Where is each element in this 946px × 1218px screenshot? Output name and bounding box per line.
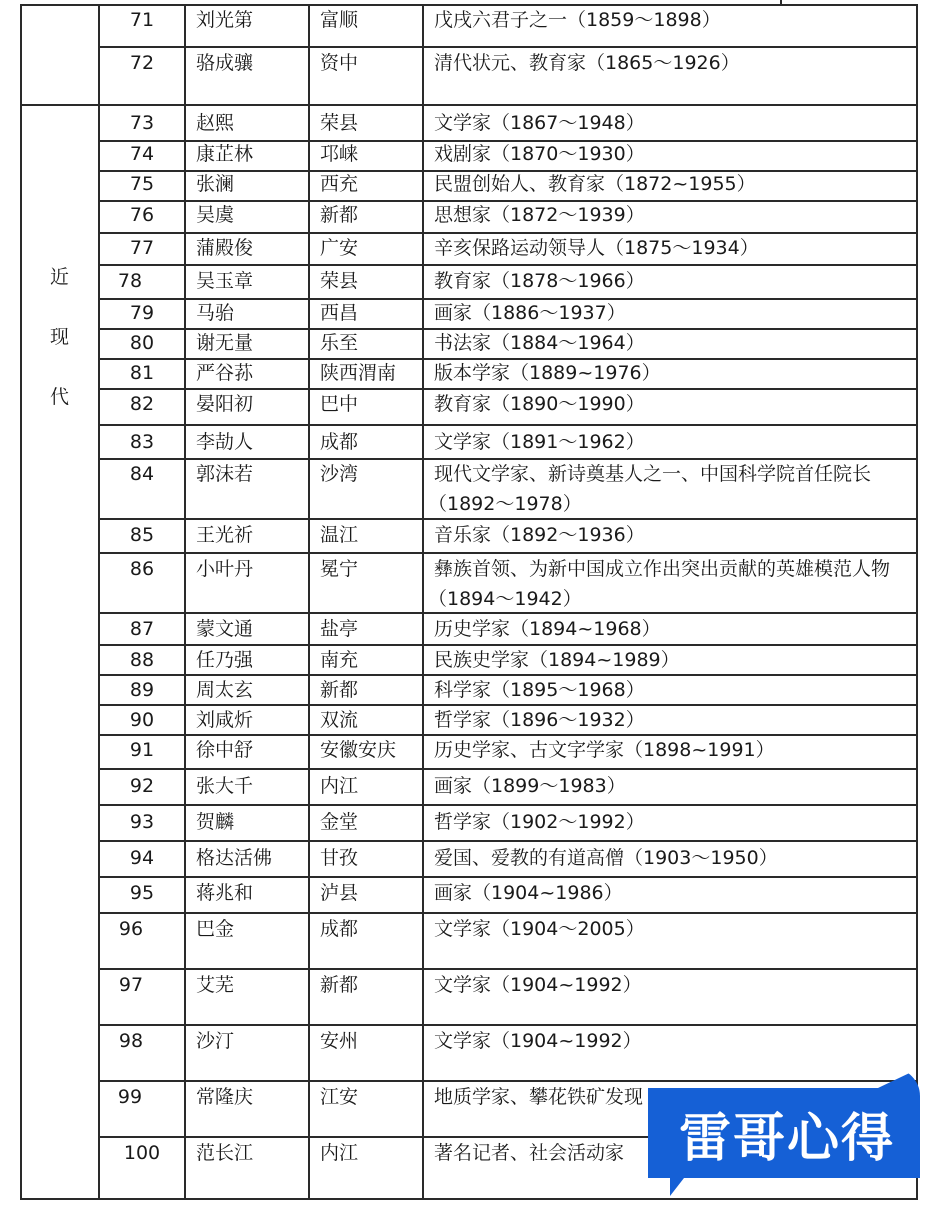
watermark-text: 雷哥心得 (678, 1109, 895, 1169)
row-number: 71 (129, 9, 155, 31)
row-number: 98 (118, 1030, 144, 1052)
row-desc: 思想家（1872～1939） (434, 204, 645, 226)
row-name: 徐中舒 (196, 739, 254, 761)
row-place: 富顺 (320, 9, 359, 31)
grid-line (308, 4, 310, 1200)
row-desc: 文学家（1904~1992） (434, 974, 642, 996)
row-name: 小叶丹 (196, 558, 254, 580)
row-place: 新都 (320, 204, 359, 226)
row-name: 范长江 (196, 1142, 254, 1164)
row-name: 蒲殿俊 (196, 237, 254, 259)
row-name: 刘光第 (196, 9, 254, 31)
row-number: 79 (129, 302, 155, 324)
row-place: 南充 (320, 649, 359, 671)
grid-line (98, 840, 918, 842)
row-place: 广安 (320, 237, 359, 259)
grid-line (20, 1198, 918, 1200)
row-number: 85 (129, 524, 155, 546)
row-name: 常隆庆 (196, 1086, 254, 1108)
row-name: 王光祈 (196, 524, 254, 546)
row-name: 蒋兆和 (196, 882, 254, 904)
row-number: 94 (129, 847, 155, 869)
row-name: 吴虞 (196, 204, 235, 226)
row-place: 西充 (320, 173, 359, 195)
row-desc: 音乐家（1892～1936） (434, 524, 645, 546)
row-name: 郭沫若 (196, 463, 254, 485)
row-number: 77 (129, 237, 155, 259)
row-desc: 科学家（1895～1968） (434, 679, 645, 701)
row-desc: 哲学家（1902～1992） (434, 811, 645, 833)
row-place: 乐至 (320, 332, 359, 354)
era-label-char: 代 (50, 386, 70, 408)
row-place: 内江 (320, 775, 359, 797)
row-desc: 文学家（1904~1992） (434, 1030, 642, 1052)
row-name: 沙汀 (196, 1030, 235, 1052)
row-desc: 历史学家（1894~1968） (434, 618, 661, 640)
era-label-char: 现 (50, 326, 70, 348)
row-desc: 民盟创始人、教育家（1872~1955） (434, 173, 756, 195)
row-desc: 彝族首领、为新中国成立作出突出贡献的英雄模范人物 (434, 558, 891, 580)
row-number: 74 (129, 143, 155, 165)
row-name: 晏阳初 (196, 393, 254, 415)
row-place: 成都 (320, 918, 359, 940)
row-number: 96 (118, 918, 144, 940)
row-desc: 哲学家（1896～1932） (434, 709, 645, 731)
row-place: 金堂 (320, 811, 359, 833)
row-place: 泸县 (320, 882, 359, 904)
row-name: 格达活佛 (196, 847, 273, 869)
row-name: 刘咸炘 (196, 709, 254, 731)
row-desc-cont: （1894～1942） (428, 588, 582, 610)
row-desc: 爱国、爱教的有道高僧（1903～1950） (434, 847, 778, 869)
row-name: 任乃强 (196, 649, 254, 671)
row-place: 西昌 (320, 302, 359, 324)
row-name: 艾芜 (196, 974, 235, 996)
row-place: 巴中 (320, 393, 359, 415)
row-name: 赵熙 (196, 112, 235, 134)
row-place: 安徽安庆 (320, 739, 397, 761)
row-number: 90 (129, 709, 155, 731)
grid-line (422, 4, 424, 1200)
row-place: 盐亭 (320, 618, 359, 640)
row-desc: 历史学家、古文字学家（1898~1991） (434, 739, 775, 761)
row-name: 谢无量 (196, 332, 254, 354)
row-place: 双流 (320, 709, 359, 731)
row-desc: 现代文学家、新诗奠基人之一、中国科学院首任院长 (434, 463, 872, 485)
row-name: 马骀 (196, 302, 235, 324)
row-place: 荣县 (320, 112, 359, 134)
grid-line (916, 4, 918, 1200)
row-desc: 地质学家、攀花铁矿发现 (434, 1086, 644, 1108)
row-name: 骆成骧 (196, 52, 254, 74)
row-number: 88 (129, 649, 155, 671)
row-place: 成都 (320, 431, 359, 453)
row-desc: 版本学家（1889~1976） (434, 362, 661, 384)
row-name: 张大千 (196, 775, 254, 797)
row-place: 内江 (320, 1142, 359, 1164)
row-number: 80 (129, 332, 155, 354)
row-name: 周太玄 (196, 679, 254, 701)
row-place: 冕宁 (320, 558, 359, 580)
row-number: 95 (129, 882, 155, 904)
row-number: 93 (129, 811, 155, 833)
row-name: 李劼人 (196, 431, 254, 453)
row-place: 陕西渭南 (320, 362, 397, 384)
row-name: 贺麟 (196, 811, 235, 833)
row-desc: 文学家（1891～1962） (434, 431, 645, 453)
grid-line (184, 4, 186, 1200)
row-name: 康芷林 (196, 143, 254, 165)
row-desc: 文学家（1904～2005） (434, 918, 645, 940)
row-desc: 辛亥保路运动领导人（1875～1934） (434, 237, 759, 259)
row-number: 72 (129, 52, 155, 74)
row-number: 97 (118, 974, 144, 996)
row-number: 91 (129, 739, 155, 761)
row-place: 沙湾 (320, 463, 359, 485)
row-number: 84 (129, 463, 155, 485)
row-desc: 著名记者、社会活动家 (434, 1142, 625, 1164)
grid-line (20, 104, 918, 106)
row-name: 张澜 (196, 173, 235, 195)
row-name: 巴金 (196, 918, 235, 940)
row-desc: 清代状元、教育家（1865～1926） (434, 52, 740, 74)
row-place: 资中 (320, 52, 359, 74)
row-place: 安州 (320, 1030, 359, 1052)
row-name: 严谷荪 (196, 362, 254, 384)
row-number: 82 (129, 393, 155, 415)
row-desc-cont: （1892～1978） (428, 493, 582, 515)
row-number: 86 (129, 558, 155, 580)
row-number: 78 (117, 270, 143, 292)
grid-line (98, 804, 918, 806)
row-number: 73 (129, 112, 155, 134)
row-number: 81 (129, 362, 155, 384)
row-desc: 画家（1899～1983） (434, 775, 626, 797)
row-desc: 画家（1904~1986） (434, 882, 623, 904)
row-name: 蒙文通 (196, 618, 254, 640)
row-desc: 戊戌六君子之一（1859～1898） (434, 9, 721, 31)
row-desc: 书法家（1884～1964） (434, 332, 645, 354)
row-desc: 教育家（1890～1990） (434, 393, 645, 415)
row-desc: 教育家（1878～1966） (434, 270, 645, 292)
row-number: 100 (123, 1142, 161, 1164)
row-number: 89 (129, 679, 155, 701)
row-number: 76 (129, 204, 155, 226)
era-label-char: 近 (50, 266, 70, 288)
grid-line (780, 0, 782, 4)
grid-line (98, 768, 918, 770)
row-name: 吴玉章 (196, 270, 254, 292)
grid-line (20, 4, 22, 1200)
row-number: 75 (129, 173, 155, 195)
row-place: 温江 (320, 524, 359, 546)
row-place: 江安 (320, 1086, 359, 1108)
row-desc: 民族史学家（1894~1989） (434, 649, 680, 671)
row-desc: 戏剧家（1870～1930） (434, 143, 645, 165)
row-number: 87 (129, 618, 155, 640)
row-place: 新都 (320, 679, 359, 701)
grid-line (98, 424, 918, 426)
row-number: 92 (129, 775, 155, 797)
row-place: 荣县 (320, 270, 359, 292)
row-place: 新都 (320, 974, 359, 996)
row-desc: 文学家（1867～1948） (434, 112, 645, 134)
row-place: 甘孜 (320, 847, 359, 869)
row-number: 83 (129, 431, 155, 453)
row-number: 99 (117, 1086, 143, 1108)
row-place: 邛崃 (320, 143, 359, 165)
row-desc: 画家（1886～1937） (434, 302, 626, 324)
